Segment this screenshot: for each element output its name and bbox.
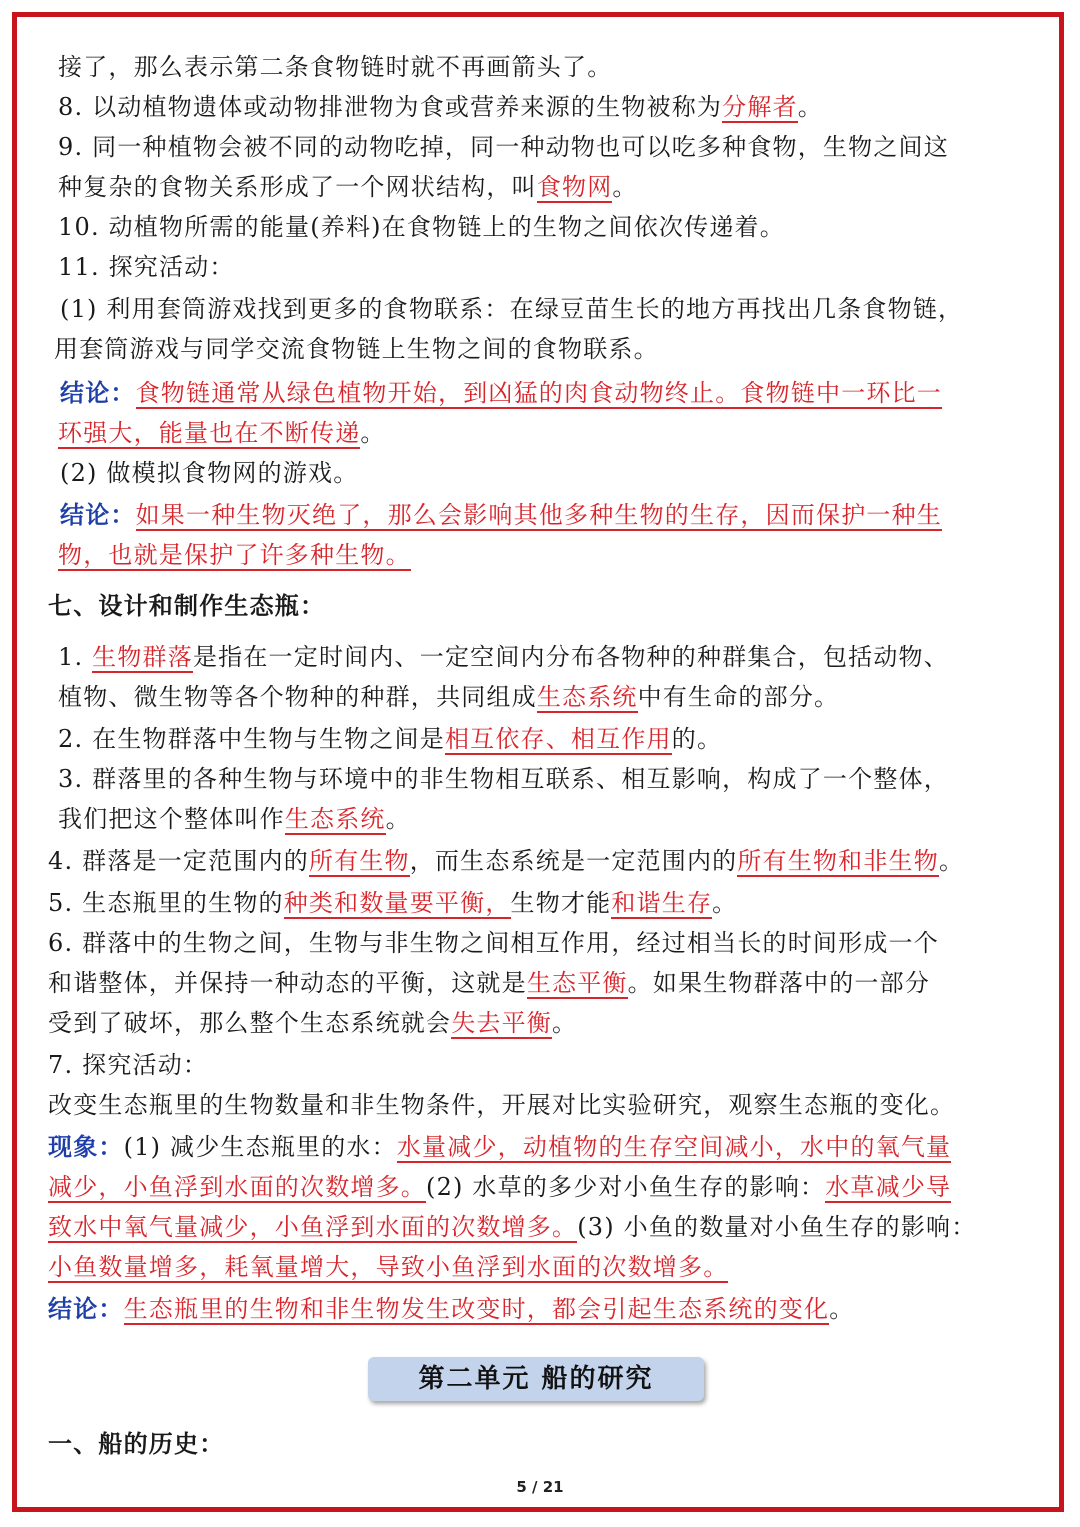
body-text: 3. 群落里的各种生物与环境中的非生物相互联系、相互影响，构成了一个整体，: [58, 765, 949, 793]
unit-title-banner: 第二单元 船的研究: [368, 1357, 704, 1401]
answer-highlight: 小鱼数量增多，耗氧量增大，导致小鱼浮到水面的次数增多。: [48, 1253, 729, 1281]
answer-highlight: 所有生物: [308, 847, 410, 875]
text-line: [48, 1088, 955, 1122]
body-text: (3) 小鱼的数量对小鱼生存的影响：: [577, 1213, 977, 1241]
body-text: 7. 探究活动：: [48, 1051, 209, 1079]
body-text: 9. 同一种植物会被不同的动物吃掉，同一种动物也可以吃多种食物，生物之间这: [58, 133, 949, 161]
text-line: [58, 640, 949, 674]
answer-highlight: 生态系统: [284, 805, 386, 833]
conclusion-line: [60, 498, 942, 532]
text-line: [48, 966, 930, 1000]
body-text: 4. 群落是一定范围内的: [48, 847, 309, 875]
body-text: 11. 探究活动：: [58, 253, 235, 281]
text-line: [60, 292, 963, 326]
answer-highlight: 物，也就是保护了许多种生物。: [58, 541, 411, 569]
text-line: [58, 210, 785, 244]
body-text: 。: [385, 805, 411, 833]
body-text: 。: [712, 889, 738, 917]
body-text: 。: [829, 1295, 855, 1323]
text-line: [48, 886, 737, 920]
text-line: [58, 416, 386, 450]
answer-highlight: 所有生物和非生物: [737, 847, 939, 875]
text-line: [54, 332, 659, 366]
text-line: [58, 722, 722, 756]
body-text: (1) 减少生态瓶里的水：: [123, 1133, 397, 1161]
body-text: 2. 在生物群落中生物与生物之间是: [58, 725, 445, 753]
answer-highlight: 水草减少导: [825, 1173, 952, 1201]
body-text: 和谐整体，并保持一种动态的平衡，这就是: [48, 969, 527, 997]
answer-highlight: 食物网: [536, 173, 613, 201]
answer-highlight: 环强大，能量也在不断传递: [58, 419, 361, 447]
section-heading: [48, 589, 325, 623]
text-line: [48, 1210, 976, 1244]
text-line: [48, 1170, 951, 1204]
body-text: 。: [938, 847, 965, 875]
body-text: ，而生态系统是一定范围内的: [409, 847, 738, 875]
text-line: [58, 50, 612, 84]
page-number: 5 / 21: [516, 1478, 564, 1496]
body-text: 。如果生物群落中的一部分: [627, 969, 931, 997]
body-text: 我们把这个整体叫作: [58, 805, 285, 833]
answer-highlight: 水量减少，动植物的生存空间减小，水中的氧气量: [396, 1133, 952, 1161]
body-text: 用套筒游戏与同学交流食物链上生物之间的食物联系。: [54, 335, 659, 363]
phenomenon-line: [48, 1130, 951, 1164]
answer-highlight: 生物群落: [92, 643, 193, 671]
text-line: [58, 680, 839, 714]
body-text: 。: [797, 93, 823, 121]
body-text: 10. 动植物所需的能量(养料)在食物链上的生物之间依次传递着。: [58, 213, 785, 241]
answer-highlight: 种类和数量要平衡，: [283, 889, 511, 917]
label-tag: 结论：: [48, 1294, 124, 1323]
body-text: (2) 做模拟食物网的游戏。: [60, 459, 359, 487]
answer-highlight: 食物链通常从绿色植物开始，到凶猛的肉食动物终止。食物链中一环比一: [135, 379, 943, 407]
answer-highlight: 减少，小鱼浮到水面的次数增多。: [48, 1173, 426, 1201]
body-text: (1) 利用套筒游戏找到更多的食物联系：在绿豆苗生长的地方再找出几条食物链，: [60, 295, 964, 323]
body-text: 1.: [58, 643, 93, 671]
text-line: [58, 250, 235, 284]
body-text: 中有生命的部分。: [637, 683, 840, 711]
body-text: 种复杂的食物关系形成了一个网状结构，叫: [58, 173, 537, 201]
body-text: 受到了破坏，那么整个生态系统就会: [48, 1009, 452, 1037]
text-line: [60, 456, 358, 490]
body-text: 5. 生态瓶里的生物的: [48, 889, 284, 917]
text-line: [58, 538, 411, 572]
text-line: [48, 926, 939, 960]
answer-highlight: 相互依存、相互作用: [444, 725, 672, 753]
body-text: 。: [552, 1009, 578, 1037]
text-line: [58, 90, 823, 124]
body-text: 。: [612, 173, 638, 201]
body-text: 改变生态瓶里的生物数量和非生物条件，开展对比实验研究，观察生态瓶的变化。: [48, 1091, 956, 1119]
answer-highlight: 生态瓶里的生物和非生物发生改变时，都会引起生态系统的变化: [123, 1295, 830, 1323]
body-text: (2) 水草的多少对小鱼生存的影响：: [426, 1173, 826, 1201]
text-line: [48, 844, 964, 878]
text-line: [58, 170, 638, 204]
answer-highlight: 生态系统: [536, 683, 638, 711]
answer-highlight: 和谐生存: [611, 889, 713, 917]
text-line: [48, 1006, 577, 1040]
body-text: 的。: [671, 725, 723, 753]
answer-highlight: 如果一种生物灭绝了，那么会影响其他多种生物的生存，因而保护一种生: [135, 501, 943, 529]
text-line: [58, 762, 949, 796]
conclusion-line: [48, 1292, 854, 1326]
label-tag: 现象：: [48, 1132, 124, 1161]
body-text: 植物、微生物等各个物种的种群，共同组成: [58, 683, 537, 711]
heading-text: 一、船的历史：: [48, 1429, 225, 1458]
conclusion-line: [60, 376, 942, 410]
body-text: 。: [360, 419, 386, 447]
answer-highlight: 分解者: [722, 93, 798, 121]
section-heading: [48, 1427, 224, 1461]
answer-highlight: 致水中氧气量减少，小鱼浮到水面的次数增多。: [48, 1213, 578, 1241]
body-text: 6. 群落中的生物之间，生物与非生物之间相互作用，经过相当长的时间形成一个: [48, 929, 939, 957]
label-tag: 结论：: [60, 500, 136, 529]
text-line: [58, 130, 949, 164]
answer-highlight: 生态平衡: [526, 969, 628, 997]
body-text: 是指在一定时间内、一定空间内分布各物种的种群集合，包括动物、: [192, 643, 949, 671]
answer-highlight: 失去平衡: [451, 1009, 553, 1037]
body-text: 接了，那么表示第二条食物链时就不再画箭头了。: [58, 53, 613, 81]
body-text: 8. 以动植物遗体或动物排泄物为食或营养来源的生物被称为: [58, 93, 723, 121]
body-text: 生物才能: [510, 889, 612, 917]
label-tag: 结论：: [60, 378, 136, 407]
text-line: [58, 802, 411, 836]
text-line: [48, 1250, 728, 1284]
text-line: [48, 1048, 208, 1082]
heading-text: 七、设计和制作生态瓶：: [48, 591, 326, 620]
